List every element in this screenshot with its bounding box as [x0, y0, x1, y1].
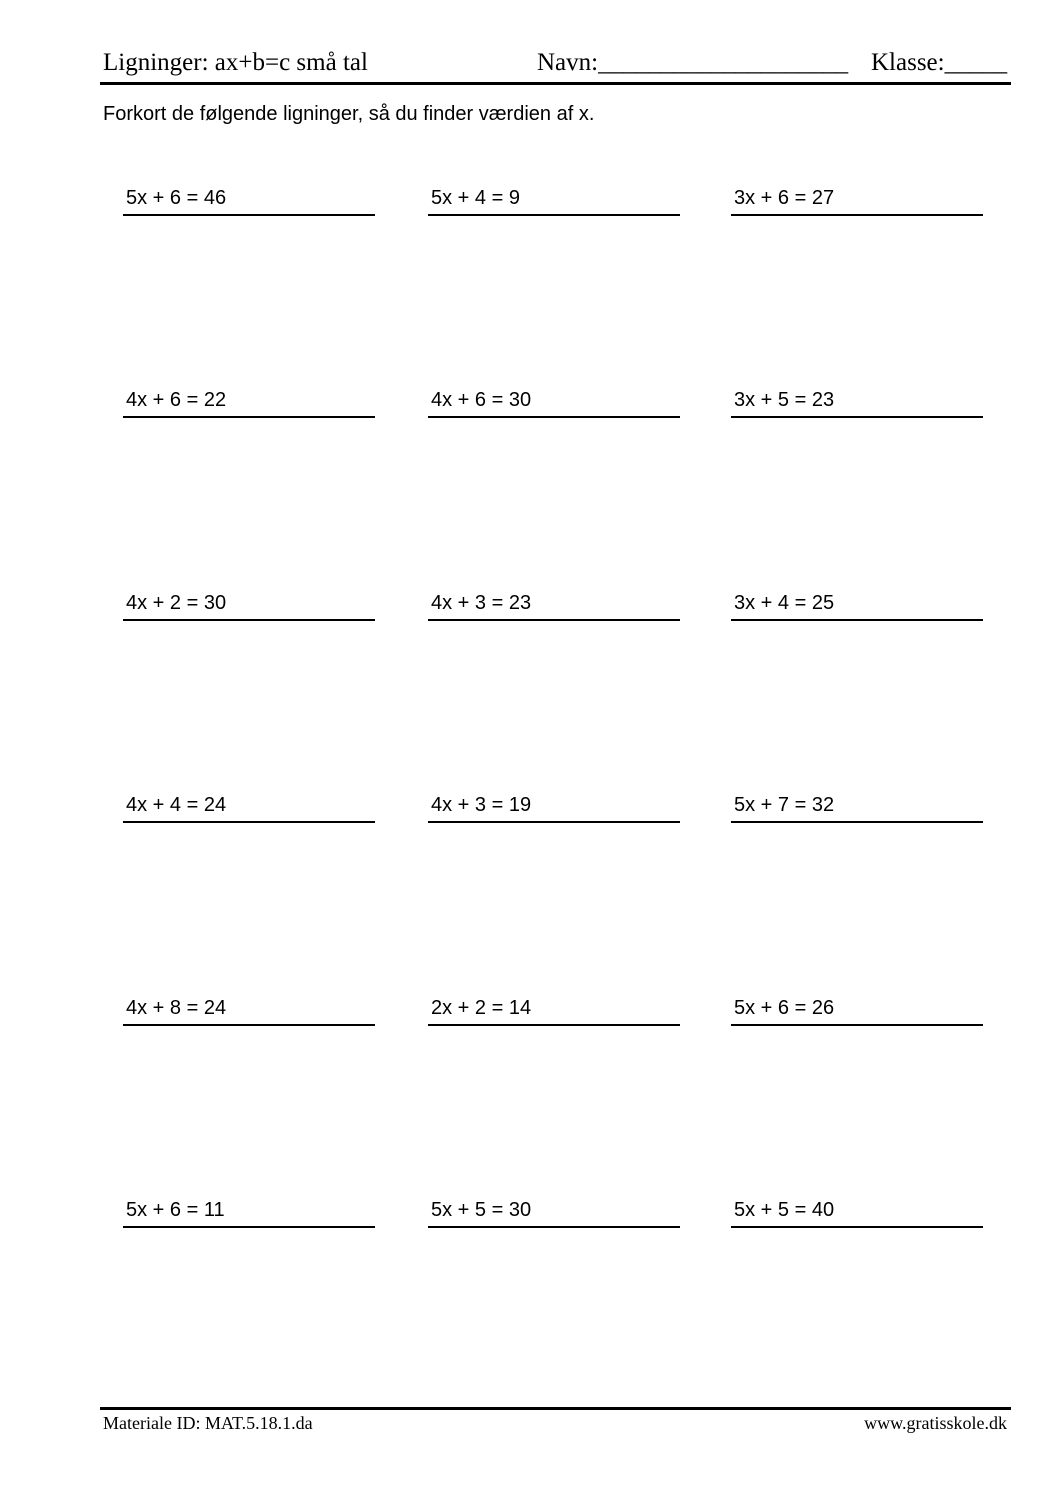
website-text: www.gratisskole.dk — [864, 1413, 1007, 1433]
equation-text: 5x + 5 = 40 — [734, 1199, 835, 1221]
instruction-text: Forkort de følgende ligninger, så du finder værdien af x. — [103, 103, 595, 125]
equation-text: 3x + 6 = 27 — [734, 187, 835, 209]
equation-text: 2x + 2 = 14 — [431, 997, 532, 1019]
class-blank-line: _____ — [944, 49, 1008, 76]
equation-text: 4x + 6 = 22 — [126, 389, 227, 411]
equation-text: 5x + 6 = 26 — [734, 997, 835, 1019]
problem-cell — [428, 1200, 680, 1228]
equation-text: 5x + 4 = 9 — [431, 187, 520, 209]
equation-text: 4x + 3 = 19 — [431, 794, 532, 816]
equation-text: 5x + 6 = 46 — [126, 187, 227, 209]
problem-cell — [123, 390, 375, 418]
problem-cell — [123, 795, 375, 823]
problem-cell — [428, 593, 680, 621]
equation-text: 4x + 2 = 30 — [126, 592, 227, 614]
class-field — [871, 50, 1007, 75]
equation-text: 5x + 7 = 32 — [734, 794, 835, 816]
problem-cell — [123, 188, 375, 216]
equation-text: 4x + 3 = 23 — [431, 592, 532, 614]
equation-text: 3x + 4 = 25 — [734, 592, 835, 614]
problem-cell — [123, 998, 375, 1026]
equation-text: 5x + 5 = 30 — [431, 1199, 532, 1221]
problem-cell — [428, 390, 680, 418]
problem-cell — [123, 593, 375, 621]
equation-text: 4x + 8 = 24 — [126, 997, 227, 1019]
problem-cell — [731, 593, 983, 621]
problem-cell — [731, 795, 983, 823]
problem-cell — [731, 390, 983, 418]
problem-cell — [428, 188, 680, 216]
class-label: Klasse: — [871, 49, 945, 76]
worksheet-title: Ligninger: ax+b=c små tal — [103, 49, 368, 76]
name-blank-line: ____________________ — [598, 49, 849, 76]
problem-cell — [428, 795, 680, 823]
problem-cell — [428, 998, 680, 1026]
footer-divider-rule — [100, 1407, 1011, 1410]
equation-text: 5x + 6 = 11 — [126, 1199, 225, 1221]
equation-text: 4x + 6 = 30 — [431, 389, 532, 411]
problem-cell — [731, 188, 983, 216]
problem-cell — [123, 1200, 375, 1228]
material-id-text: Materiale ID: MAT.5.18.1.da — [103, 1413, 313, 1433]
equation-text: 3x + 5 = 23 — [734, 389, 835, 411]
problem-cell — [731, 1200, 983, 1228]
header-divider-rule — [100, 82, 1011, 85]
problem-cell — [731, 998, 983, 1026]
name-field — [537, 50, 848, 75]
equation-text: 4x + 4 = 24 — [126, 794, 227, 816]
name-label: Navn: — [537, 49, 599, 76]
